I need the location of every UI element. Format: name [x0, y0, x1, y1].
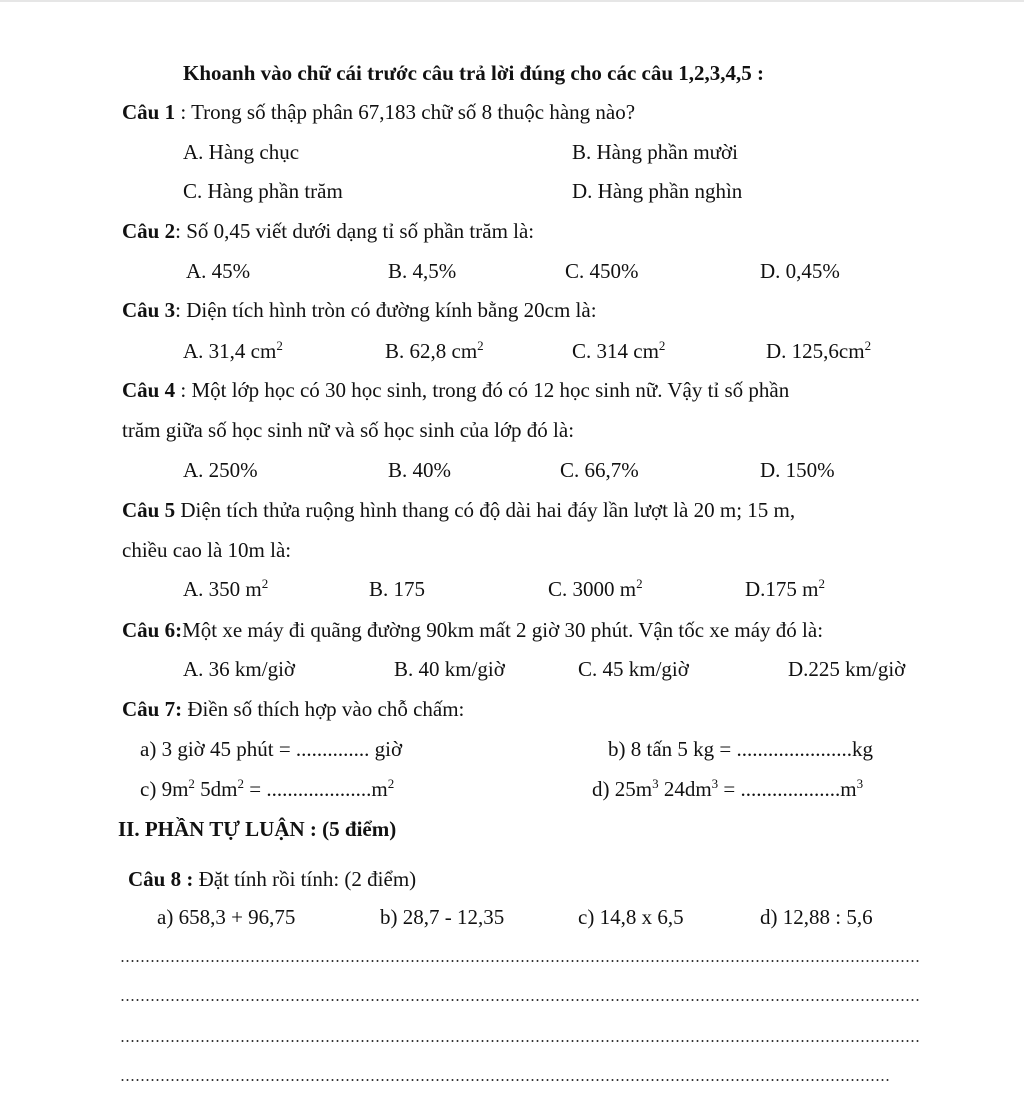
question-5-label: Câu 5: [122, 498, 176, 522]
answer-line-4: [120, 1079, 890, 1081]
answer-line-1: [120, 960, 920, 962]
question-4-label: Câu 4: [122, 378, 176, 402]
q7-item-b: b) 8 tấn 5 kg = ......................kg: [608, 737, 873, 761]
question-2: [122, 218, 534, 244]
q5-option-d: D.175 $m^2$: [745, 576, 825, 601]
q8-item-b: b) 28,7 - 12,35: [380, 905, 505, 929]
q4-option-d: D. 150%: [760, 458, 835, 482]
question-6-label: Câu 6:: [122, 618, 183, 642]
q2-option-d: D. 0,45%: [760, 259, 840, 283]
question-1: [122, 99, 635, 125]
question-1-text: : Trong số thập phân 67,183 chữ số 8 thuộc hàng nào?: [175, 100, 636, 124]
q4-option-b: B. 40%: [388, 458, 451, 482]
question-3: [122, 297, 597, 323]
top-border: [0, 0, 1024, 2]
question-8-label: Câu 8 :: [128, 867, 194, 891]
question-3-label: Câu 3: [122, 298, 176, 322]
q5-option-c: C. 3000 $m^2$: [548, 576, 643, 601]
q3-option-a: A. 31,4 $cm^2$: [183, 338, 283, 363]
q6-option-d: D.225 km/giờ: [788, 657, 906, 681]
q7-item-a: a) 3 giờ 45 phút = .............. giờ: [140, 737, 403, 761]
q4-option-c: C. 66,7%: [560, 458, 639, 482]
q7-item-d: d) $25m^3$ $24dm^3 = ...................m^3$: [592, 776, 864, 801]
section-2-heading: II. PHẦN TỰ LUẬN : (5 điểm): [118, 817, 397, 841]
q6-option-b: B. 40 km/giờ: [394, 657, 505, 681]
question-1-label: Câu 1: [122, 100, 176, 124]
q6-option-a: A. 36 km/giờ: [183, 657, 296, 681]
question-8-text: Đặt tính rồi tính: (2 điểm): [193, 867, 417, 891]
question-5: [122, 497, 795, 523]
answer-line-2: [120, 999, 920, 1001]
q8-item-a: a) 658,3 + 96,75: [157, 905, 296, 929]
q5-option-b: B. 175: [369, 577, 426, 601]
q3-option-d: D. $125,6cm^2$: [766, 338, 872, 363]
instruction-heading: Khoanh vào chữ cái trước câu trả lời đúng cho các câu 1,2,3,4,5 :: [183, 61, 765, 85]
q7-item-c: c) $9m^2$ $5dm^2 = ....................m^2$: [140, 776, 395, 801]
question-2-text: : Số 0,45 viết dưới dạng tỉ số phần trăm là:: [175, 219, 535, 243]
question-3-text: : Diện tích hình tròn có đường kính bằng 20cm là:: [175, 298, 597, 322]
question-8: [128, 866, 416, 892]
answer-line-3: [120, 1040, 920, 1042]
question-4: [122, 377, 789, 403]
question-4-text: : Một lớp học có 30 học sinh, trong đó có 12 học sinh nữ. Vậy tỉ số phần: [175, 378, 790, 402]
question-4-text-line-2: trăm giữa số học sinh nữ và số học sinh của lớp đó là:: [122, 418, 575, 442]
question-5-text-line-2: chiều cao là 10m là:: [122, 538, 292, 562]
question-7-text: Điền số thích hợp vào chỗ chấm:: [182, 697, 465, 721]
q4-option-a: A. 250%: [183, 458, 258, 482]
question-7-label: Câu 7:: [122, 697, 183, 721]
q3-option-b: B. 62,8 $cm^2$: [385, 338, 484, 363]
q2-option-c: C. 450%: [565, 259, 639, 283]
q1-option-c: C. Hàng phần trăm: [183, 179, 343, 203]
q5-option-a: A. 350 $m^2$: [183, 576, 269, 601]
question-6: [122, 617, 823, 643]
question-6-text: Một xe máy đi quãng đường 90km mất 2 giờ 30 phút. Vận tốc xe máy đó là:: [182, 618, 824, 642]
q1-option-d: D. Hàng phần nghìn: [572, 179, 743, 203]
q3-option-c: C. 314 $cm^2$: [572, 338, 666, 363]
question-5-text: Diện tích thửa ruộng hình thang có độ dài hai đáy lần lượt là 20 m; 15 m,: [175, 498, 796, 522]
q8-item-c: c) 14,8 x 6,5: [578, 905, 684, 929]
q6-option-c: C. 45 km/giờ: [578, 657, 689, 681]
question-2-label: Câu 2: [122, 219, 176, 243]
q8-item-d: d) 12,88 : 5,6: [760, 905, 873, 929]
question-7: [122, 696, 464, 722]
q2-option-b: B. 4,5%: [388, 259, 457, 283]
q1-option-b: B. Hàng phần mười: [572, 140, 738, 164]
q1-option-a: A. Hàng chục: [183, 140, 300, 164]
q2-option-a: A. 45%: [186, 259, 251, 283]
